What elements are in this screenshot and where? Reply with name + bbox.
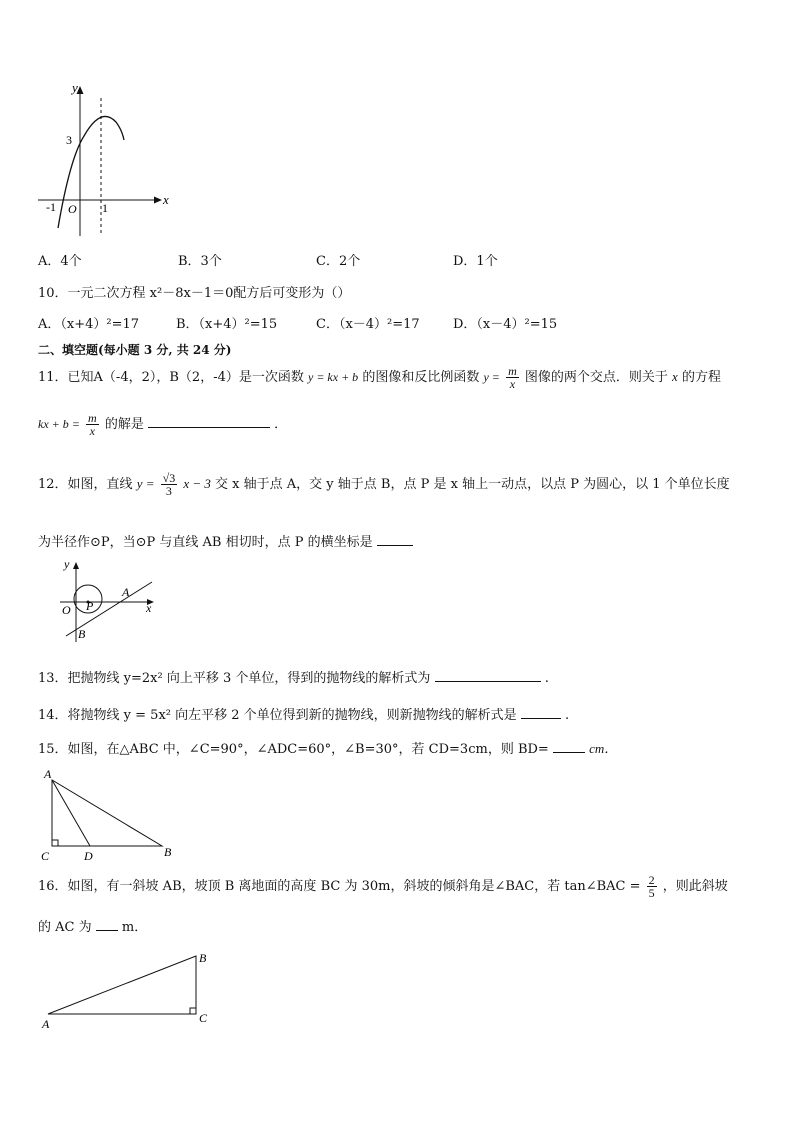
q16-fig-b: B bbox=[199, 951, 207, 965]
q12-fig-x: x bbox=[146, 601, 152, 615]
q16-text-2: ，则此斜坡 bbox=[662, 879, 728, 894]
q16-fraction-den: 5 bbox=[648, 886, 655, 900]
q10-option-b[interactable]: B．（x+4）²=15 bbox=[176, 317, 278, 332]
q16-text-4: m． bbox=[121, 920, 148, 935]
q11-solution-text: 的解是 bbox=[104, 417, 144, 432]
section2-title: 二、填空题(每小题 3 分, 共 24 分) bbox=[38, 343, 232, 357]
q11-fraction-den: x bbox=[509, 377, 516, 391]
q16-fig-c: C bbox=[199, 1011, 208, 1025]
q14-line bbox=[38, 704, 569, 723]
q11-fraction bbox=[506, 365, 519, 390]
q12-fig-b: B bbox=[78, 627, 86, 641]
q11-answer-blank[interactable] bbox=[148, 415, 270, 428]
q12-fraction bbox=[161, 472, 178, 497]
q12-text-3: 为半径作⊙P，当⊙P 与直线 AB 相切时，点 P 的横坐标是 bbox=[38, 535, 373, 550]
q16-text-1: 16．如图，有一斜坡 AB，坡顶 B 离地面的高度 BC 为 30m，斜坡的倾斜角是∠BAC，若 tan∠BAC = bbox=[38, 879, 641, 894]
q9-option-d[interactable]: D．1个 bbox=[453, 254, 498, 269]
q12-line2 bbox=[38, 531, 413, 550]
q14-end: . bbox=[564, 708, 570, 723]
graph1-x-label: x bbox=[163, 192, 169, 207]
q9-option-c[interactable]: C．2个 bbox=[316, 254, 361, 269]
q9-option-b[interactable]: B．3个 bbox=[178, 254, 222, 269]
q11-text-2: 的图像和反比例函数 bbox=[362, 370, 480, 385]
q10-option-d[interactable]: D．（x－4）²=15 bbox=[453, 317, 558, 332]
q12-y-eq: y = bbox=[136, 476, 155, 491]
q11-text-4: 的方程 bbox=[681, 370, 721, 385]
q11-eq-fraction bbox=[86, 412, 99, 437]
q16-fraction bbox=[647, 874, 657, 899]
q13-line bbox=[38, 667, 549, 686]
graph1-tick-3: 3 bbox=[66, 133, 72, 147]
q12-text-2: 交 x 轴于点 A，交 y 轴于点 B，点 P 是 x 轴上一动点，以点 P 为圆心，以 1 个单位长度 bbox=[215, 477, 730, 492]
q13-text: 13．把抛物线 y=2x² 向上平移 3 个单位，得到的抛物线的解析式为 bbox=[38, 671, 431, 686]
q10-stem: 10．一元二次方程 x²－8x－1＝0配方后可变形为（） bbox=[38, 286, 351, 301]
q14-answer-blank[interactable] bbox=[521, 706, 561, 719]
q11-var-x: x bbox=[672, 369, 678, 384]
q12-fraction-den: 3 bbox=[165, 484, 172, 498]
q13-answer-blank[interactable] bbox=[435, 669, 541, 682]
q11-formula-inverse: y = bbox=[483, 370, 500, 384]
q16-line1 bbox=[38, 874, 728, 899]
q11-equation: kx + b = bbox=[38, 417, 80, 431]
q12-fraction-num: √3 bbox=[162, 471, 176, 485]
q12-formula-rest: x − 3 bbox=[183, 476, 211, 491]
q12-fig-y: y bbox=[64, 557, 70, 571]
q12-fig-a: A bbox=[122, 585, 130, 599]
q12-fig-p: P bbox=[86, 599, 94, 613]
graph1-y-label: y bbox=[72, 80, 78, 95]
q11-eq-fraction-num: m bbox=[88, 411, 97, 425]
q15-unit: cm． bbox=[589, 741, 618, 756]
q16-line2 bbox=[38, 916, 147, 935]
q15-answer-blank[interactable] bbox=[553, 740, 585, 753]
q14-text: 14．将抛物线 y = 5x² 向左平移 2 个单位得到新的抛物线，则新抛物线的解析式是 bbox=[38, 708, 517, 723]
q11-eq-fraction-den: x bbox=[89, 424, 95, 438]
graph1-origin: O bbox=[68, 202, 77, 216]
q12-text-1: 12．如图，直线 bbox=[38, 477, 133, 492]
parabola-graph bbox=[30, 78, 180, 238]
q11-formula-linear: y = kx + b bbox=[308, 370, 359, 384]
q16-answer-blank[interactable] bbox=[96, 918, 118, 931]
q15-fig-d: D bbox=[84, 849, 93, 863]
q11-text-3: 图像的两个交点．则关于 bbox=[524, 370, 668, 385]
q12-answer-blank[interactable] bbox=[377, 533, 413, 546]
q9-option-a[interactable]: A．4个 bbox=[38, 254, 82, 269]
q15-line bbox=[38, 738, 617, 757]
q16-fraction-num: 2 bbox=[648, 873, 655, 887]
q13-end: . bbox=[544, 671, 549, 686]
q16-fig-a: A bbox=[42, 1017, 50, 1031]
q11-text-1: 11．已知A（-4，2），B（2，-4）是一次函数 bbox=[38, 370, 304, 385]
q15-fig-c: C bbox=[41, 849, 50, 863]
graph1-tick-neg1: -1 bbox=[46, 200, 56, 214]
q10-option-c[interactable]: C．（x－4）²=17 bbox=[316, 317, 420, 332]
graph1-tick-1: 1 bbox=[102, 201, 108, 215]
q15-fig-b: B bbox=[164, 845, 172, 859]
q11-line2 bbox=[38, 412, 287, 437]
q12-line1 bbox=[38, 472, 730, 497]
q10-option-a[interactable]: A．（x+4）²=17 bbox=[38, 317, 140, 332]
q12-figure bbox=[58, 556, 168, 646]
q16-slope-figure bbox=[36, 946, 226, 1036]
q11-line1 bbox=[38, 365, 721, 390]
q11-fraction-num: m bbox=[508, 364, 517, 378]
q15-text: 15．如图，在△ABC 中，∠C=90°，∠ADC=60°，∠B=30°，若 CD=3cm，则 BD= bbox=[38, 742, 549, 757]
q15-triangle-figure bbox=[36, 764, 186, 864]
q12-fig-o: O bbox=[62, 603, 71, 617]
q15-fig-a: A bbox=[44, 767, 52, 781]
q16-text-3: 的 AC 为 bbox=[38, 920, 92, 935]
q11-end: ． bbox=[274, 417, 288, 432]
